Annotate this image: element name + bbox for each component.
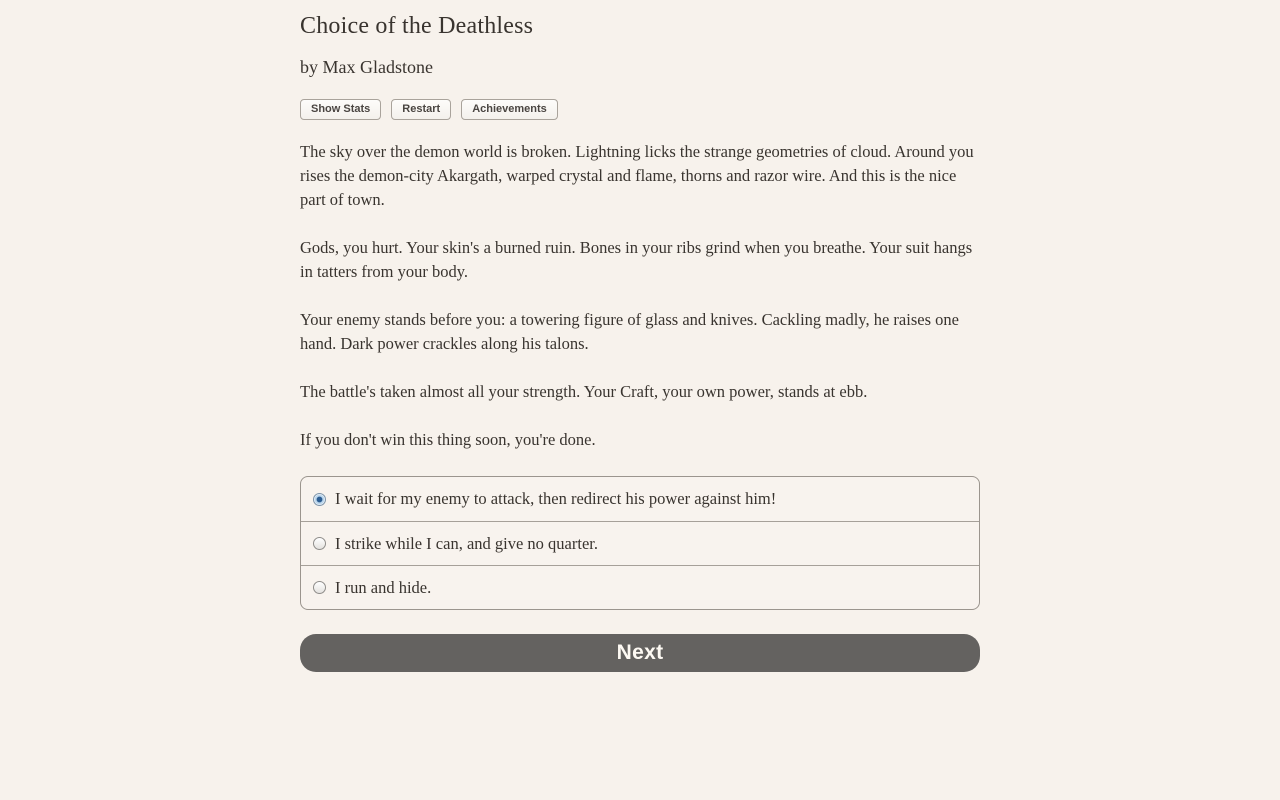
story-paragraph: Gods, you hurt. Your skin's a burned ruin. Bones in your ribs grind when you breathe. Your suit hangs in tatters from your body. — [300, 238, 973, 282]
choice-option[interactable] — [301, 565, 979, 609]
option-radio[interactable] — [313, 493, 326, 506]
story-paragraph: The battle's taken almost all your strength. Your Craft, your own power, stands at ebb. — [300, 382, 868, 402]
page-title: Choice of the Deathless — [300, 13, 534, 39]
option-label: I strike while I can, and give no quarter. — [335, 533, 598, 553]
toolbar — [300, 99, 980, 120]
story-paragraph: Your enemy stands before you: a towering figure of glass and knives. Cackling madly, he raises one hand. Dark power crackles along his talons. — [300, 310, 959, 354]
choice-option[interactable] — [301, 477, 979, 521]
option-radio[interactable] — [313, 581, 326, 594]
restart-button[interactable]: Restart — [391, 99, 451, 120]
author-byline: by Max Gladstone — [300, 57, 433, 77]
content-column — [300, 0, 980, 672]
story-text — [300, 140, 980, 452]
next-button[interactable]: Next — [300, 634, 980, 672]
option-label: I wait for my enemy to attack, then redirect his power against him! — [335, 489, 777, 509]
option-radio[interactable] — [313, 537, 326, 550]
story-paragraph: If you don't win this thing soon, you're done. — [300, 430, 596, 450]
choice-option[interactable] — [301, 521, 979, 565]
choice-group — [300, 476, 980, 610]
option-label: I run and hide. — [335, 577, 432, 597]
achievements-button[interactable]: Achievements — [461, 99, 558, 120]
show-stats-button[interactable]: Show Stats — [300, 99, 381, 120]
story-paragraph: The sky over the demon world is broken. Lightning licks the strange geometries of cloud. Around you rises the demon-city Akargath, warped crystal and flame, thorns and razor wire. And this is the nice part of town. — [300, 142, 974, 210]
